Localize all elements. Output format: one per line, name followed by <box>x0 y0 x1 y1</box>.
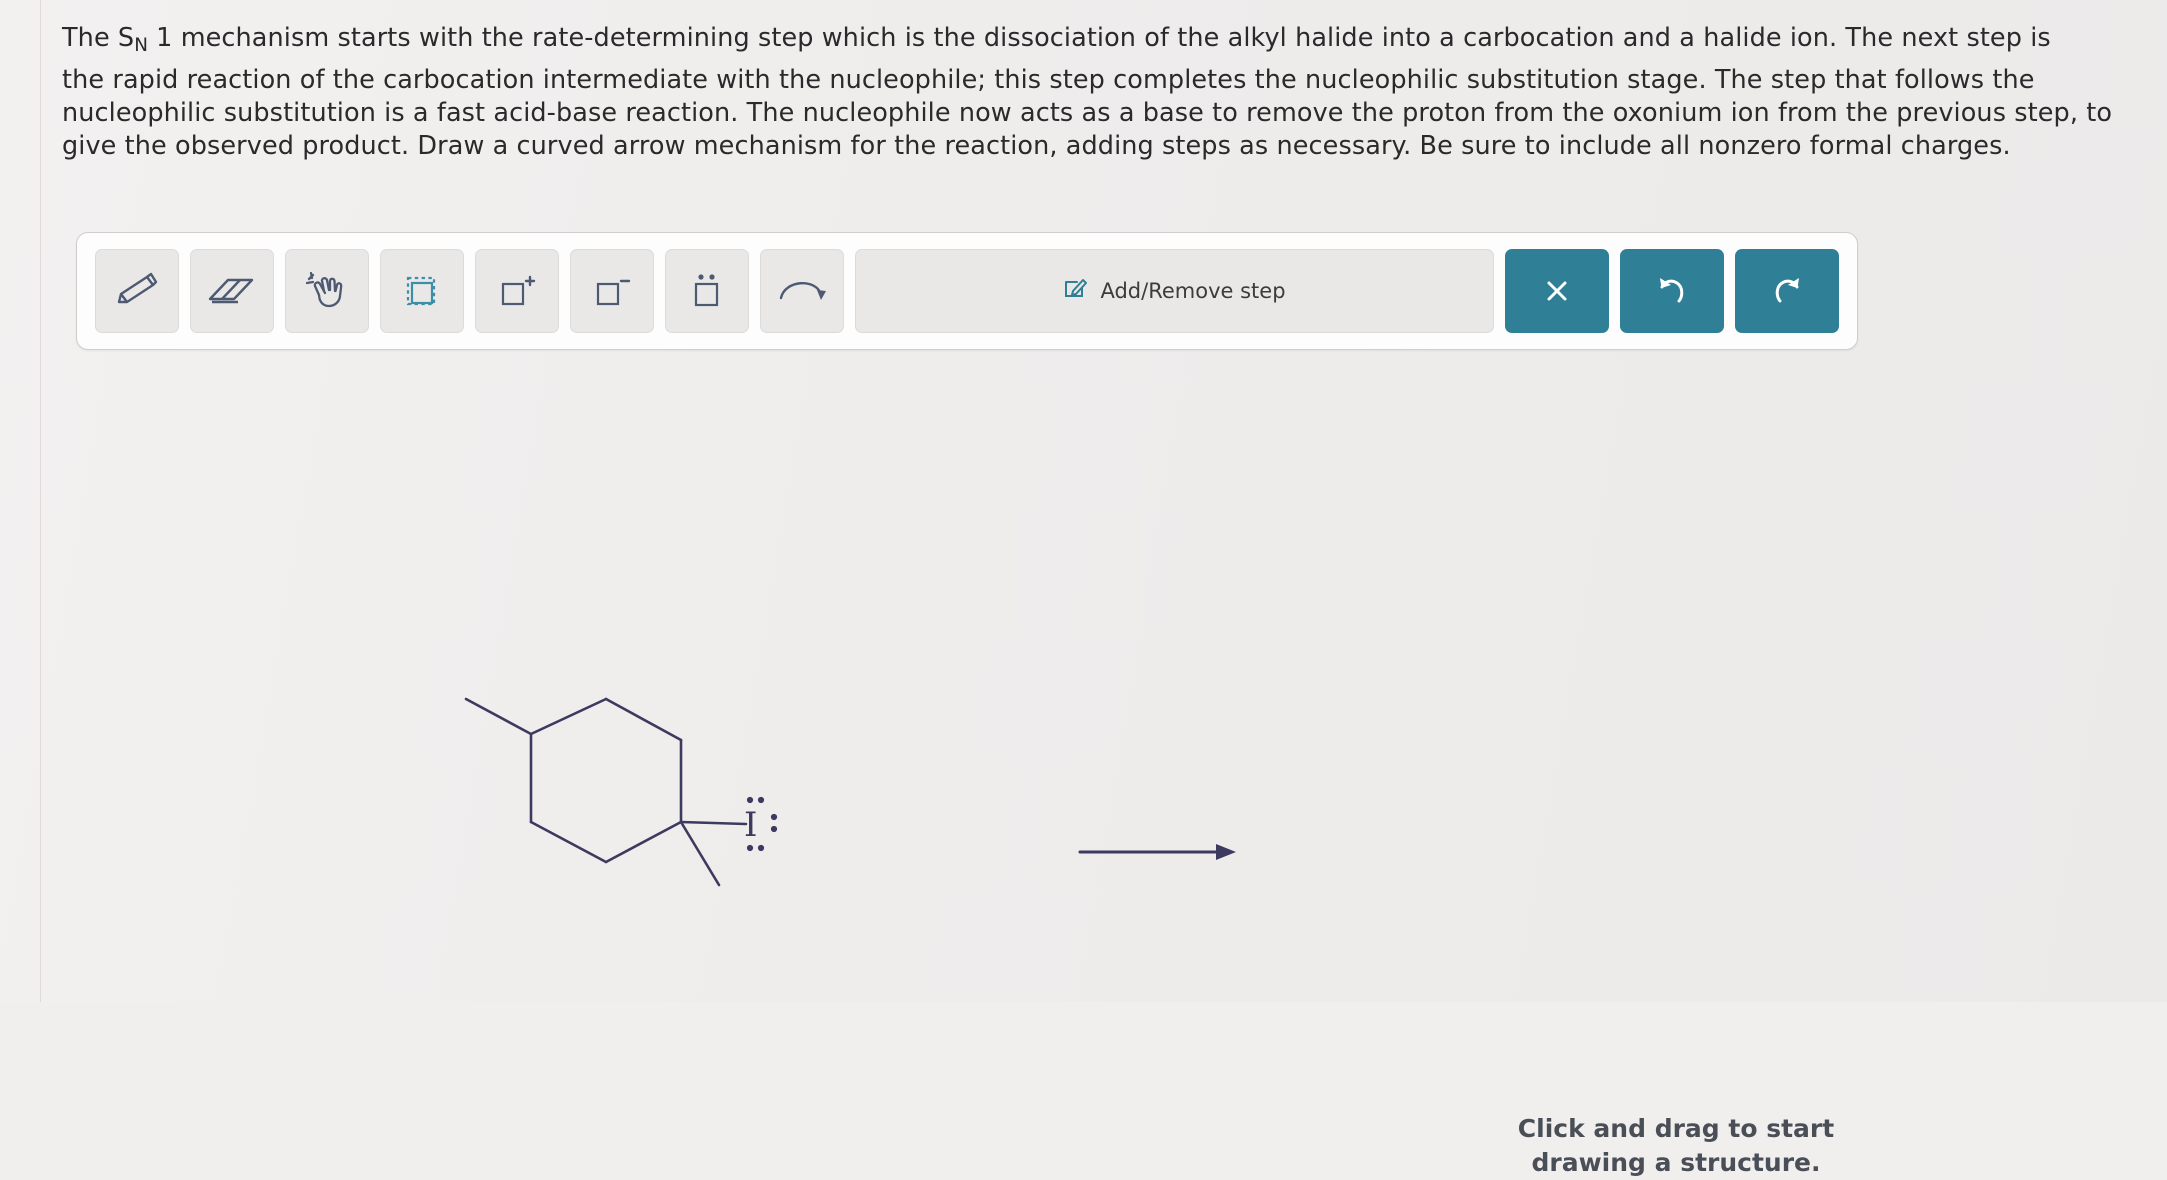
drawing-toolbar <box>76 232 1858 350</box>
positive-charge-tool[interactable] <box>475 249 559 333</box>
prompt-body: the rapid reaction of the carbocation intermediate with the nucleophile; this step completes the nucleophilic substitution stage. The step that follows the nucleophilic substitution is a fast acid-base reaction. The nucleophile now acts as a base to remove the proton from the oxonium ion from the previous step, to give the observed product. Draw a curved arrow mechanism for the reaction, adding steps as necessary. Be sure to include all nonzero formal charges. <box>62 65 2113 162</box>
drawing-canvas[interactable] <box>56 352 2156 1177</box>
add-remove-step-label: Add/Remove step <box>1100 279 1286 303</box>
dashed-square-icon <box>398 269 446 313</box>
page-edge-divider <box>40 0 41 1002</box>
undo-arrow-icon <box>1652 271 1692 311</box>
eraser-icon <box>202 271 262 311</box>
prompt-sn-prefix: The S <box>62 23 135 53</box>
square-plus-icon <box>493 269 541 313</box>
negative-charge-tool[interactable] <box>570 249 654 333</box>
lone-pair-tool[interactable] <box>665 249 749 333</box>
close-x-icon <box>1537 271 1577 311</box>
canvas-hint <box>1486 1112 1866 1180</box>
reaction-arrow <box>1076 832 1246 876</box>
question-prompt <box>62 22 2132 163</box>
edit-square-icon <box>1063 276 1089 307</box>
redo-arrow-icon <box>1767 271 1807 311</box>
add-remove-step-button[interactable] <box>855 249 1494 333</box>
hand-icon <box>301 269 353 313</box>
canvas-hint-line-1: Click and drag to start <box>1517 1114 1835 1143</box>
prompt-sn-subscript: N <box>134 35 148 57</box>
pencil-tool[interactable] <box>95 249 179 333</box>
undo-button[interactable] <box>1620 249 1724 333</box>
eraser-tool[interactable] <box>190 249 274 333</box>
redo-button[interactable] <box>1735 249 1839 333</box>
prompt-line-one <box>62 22 2132 62</box>
curved-arrow-tool[interactable] <box>760 249 844 333</box>
prompt-line-one-text: 1 mechanism starts with the rate-determining step which is the dissociation of the alkyl halide into a carbocation and a halide ion. The next step is <box>147 23 2051 53</box>
hand-tool[interactable] <box>285 249 369 333</box>
iodine-atom-label: I <box>744 805 758 845</box>
square-lone-pair-icon <box>683 268 731 314</box>
canvas-hint-line-2: drawing a structure. <box>1531 1148 1821 1177</box>
curved-arrow-icon <box>771 270 833 312</box>
reactant-structure <box>456 682 856 936</box>
clear-button[interactable] <box>1505 249 1609 333</box>
select-lasso-tool[interactable] <box>380 249 464 333</box>
square-minus-icon <box>588 269 636 313</box>
pencil-icon <box>109 271 165 311</box>
